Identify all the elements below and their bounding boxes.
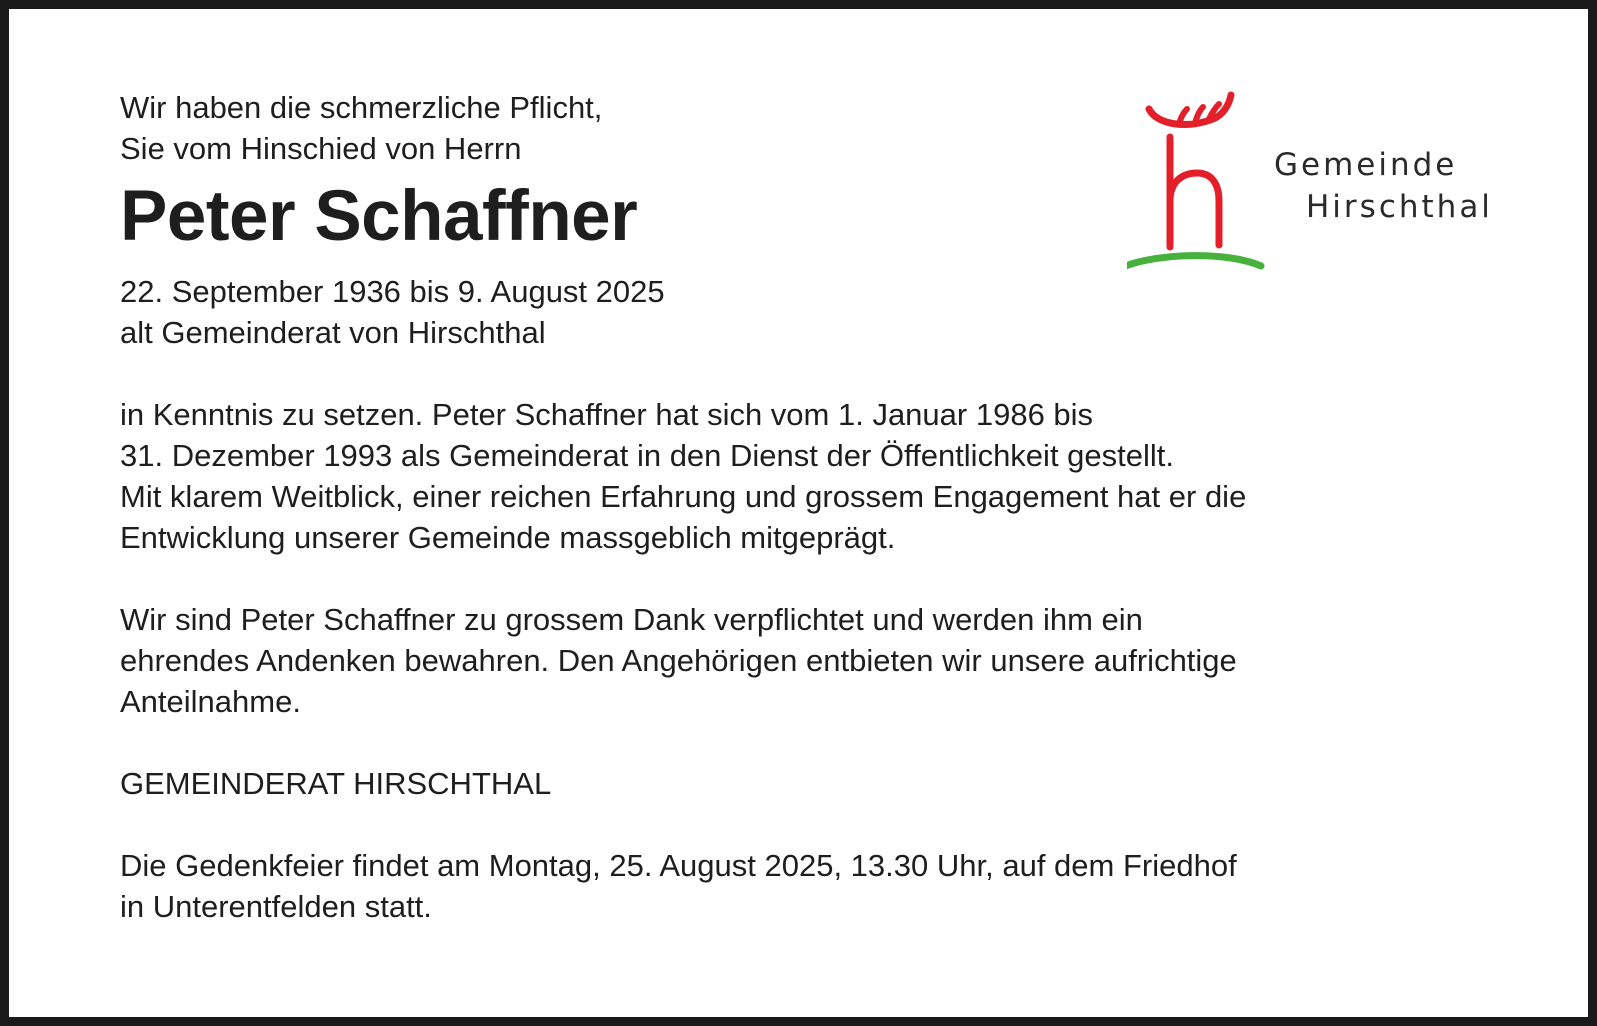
paragraph-line: Wir sind Peter Schaffner zu grossem Dank verpflichtet und werden ihm ein	[120, 602, 1143, 637]
spacer	[120, 804, 1540, 845]
paragraph-service	[120, 394, 1540, 558]
spacer	[120, 722, 1540, 763]
former-role: alt Gemeinderat von Hirschthal	[120, 315, 546, 350]
paragraph-line: Mit klarem Weitblick, einer reichen Erfahrung und grossem Engagement hat er die	[120, 479, 1247, 514]
memorial-info	[120, 845, 1540, 927]
life-dates: 22. September 1936 bis 9. August 2025	[120, 274, 665, 309]
paragraph-line: Anteilnahme.	[120, 684, 301, 719]
paragraph-line: Die Gedenkfeier findet am Montag, 25. August 2025, 13.30 Uhr, auf dem Friedhof	[120, 848, 1237, 883]
notice-body	[120, 87, 1540, 927]
paragraph-line: in Kenntnis zu setzen. Peter Schaffner hat sich vom 1. Januar 1986 bis	[120, 397, 1094, 432]
paragraph-line: 31. Dezember 1993 als Gemeinderat in den Dienst der Öffentlichkeit gestellt.	[120, 438, 1174, 473]
intro-line-2: Sie vom Hinschied von Herrn	[120, 131, 522, 166]
intro-line-1: Wir haben die schmerzliche Pflicht,	[120, 90, 603, 125]
deceased-name: Peter Schaffner	[120, 177, 638, 256]
paragraph-line: in Unterentfelden statt.	[120, 889, 432, 924]
signature: GEMEINDERAT HIRSCHTHAL	[120, 766, 552, 801]
logo-text-gemeinde: Gemeinde	[1274, 147, 1458, 183]
logo-text-hirschthal: Hirschthal	[1306, 189, 1493, 225]
spacer	[120, 353, 1540, 394]
spacer	[120, 558, 1540, 599]
paragraph-gratitude	[120, 599, 1540, 722]
paragraph-line: ehrendes Andenken bewahren. Den Angehörigen entbieten wir unsere aufrichtige	[120, 643, 1237, 678]
paragraph-line: Entwicklung unserer Gemeinde massgeblich mitgeprägt.	[120, 520, 896, 555]
